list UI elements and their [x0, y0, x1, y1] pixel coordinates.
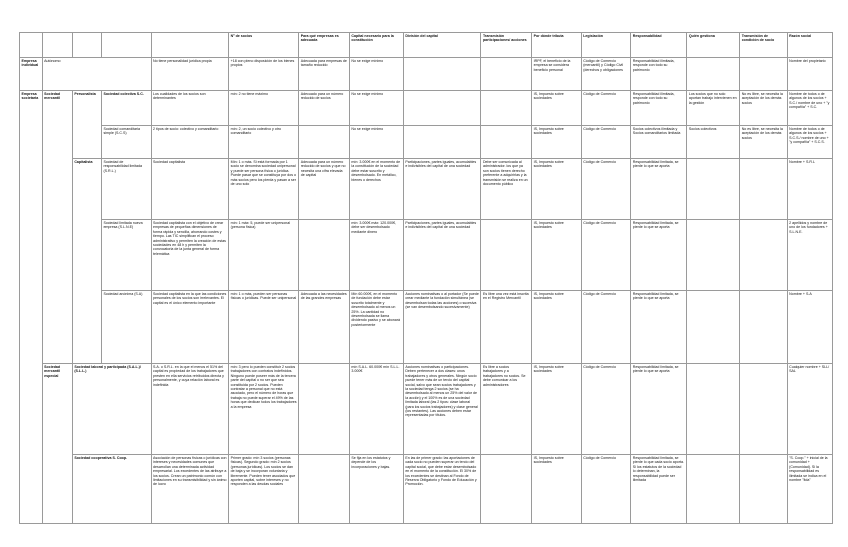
- cell-socios: mín: 3 pero lo pueden constituir 2 socios trabajadores con contratos indefinidos. Ninguno puede poseer más de la tercera parte del capital o no ser que sea constituida por 2 socios. Pueden contratar a personal que no está asociado, pero el número de horas que trabaja no puede superar el 49% de las horas que dedican todos los trabajadores a la empresa: [229, 364, 299, 455]
- table-row: [20, 91, 833, 126]
- cell-tributa: IS, Impuesto sobre sociedades: [532, 159, 582, 220]
- cell-legislacion: Código de Comercio: [581, 159, 631, 220]
- cell-capital: mín: 3.000€ en el momento de la constitución de la sociedad debe estar suscrito y desembolsado. En metálico, bienes o derechos: [349, 159, 403, 220]
- cell-capital: mín: 3.000€ máx: 120.000€, debe ser desembolsado mediante dinero: [349, 220, 403, 291]
- table-row: [20, 364, 833, 455]
- row-name: Sociedad de responsabilidad limitada (S.R.L.): [101, 159, 151, 220]
- table-row: [20, 58, 833, 91]
- cell-responsabilidad: Responsabilidad limitada, se pierde lo que se aporta: [631, 364, 687, 455]
- cell-transmision: [481, 220, 532, 291]
- cell-description: Los cualidades de los socios son determinantes: [151, 91, 229, 126]
- group-empresa-individual: Empresa individual: [20, 58, 43, 91]
- cell-para-que: [299, 455, 350, 524]
- cell-capital: Mín 60.000€, en el momento de fundación debe estar suscrito totalmente y desembolsado al menos un 25%. La cantidad no desembolsada se llama dividendo pasivo y se abonará posteriormente: [349, 291, 403, 364]
- cell-gestiona: [687, 291, 740, 364]
- cell-socios: +18 con pleno disposición de los bienes propios: [229, 58, 299, 91]
- cell-tributa: IRPF, el beneficio de la empresa se considera beneficio personal: [532, 58, 582, 91]
- cell-tributa: IS, Impuesto sobre sociedades: [532, 291, 582, 364]
- header-quien-gestiona: Quién gestiona: [687, 33, 740, 58]
- cell-condicion: No es libre, se necesita la aceptación de los demás socios: [740, 91, 787, 126]
- cell-condicion: [740, 220, 787, 291]
- header-n-socios: Nº de socios: [229, 33, 299, 58]
- cell-transmision: [481, 126, 532, 159]
- cell-razon-social: Nombre de todos o de algunos de los socios + S.C./ nombre de uno + "y compañía" + S.C.: [787, 91, 832, 126]
- cell-gestiona: [687, 58, 740, 91]
- cell-division: En las de primer grado: las aportaciones de cada socio no pueden superar un tercio del capital social, que debe estar desembolsado en el momento de la constitución. El 30% de los excedentes se destinan al Fondo de Reserva Obligatorio y Fondo de Educación y Promoción.: [403, 455, 481, 524]
- cell-responsabilidad: Responsabilidad ilimitada, responde con todo su patrimonio: [631, 58, 687, 91]
- cell-division: Participaciones, partes iguales, acumulables e indivisibles del capital de una sociedad: [403, 159, 481, 220]
- cell-description: S.A. o S.R.L. en la que el menos el 51% del capital es propiedad de los trabajadores que presten en ella servicios retribuidos directa y personalmente, y cuya relación laboral es indefinida: [151, 364, 229, 455]
- cell-description: 2 tipos de socio: colectivo y comanditario: [151, 126, 229, 159]
- cell-razon-social: Nombre del propietario: [787, 58, 832, 91]
- cell-razon-social: Nombre + S.R.L: [787, 159, 832, 220]
- cell-para-que: [299, 220, 350, 291]
- table-row: [20, 220, 833, 291]
- cell-socios: mín: 2 no tiene máximo: [229, 91, 299, 126]
- table-row: [20, 159, 833, 220]
- cell-gestiona: [687, 159, 740, 220]
- row-name: Sociedad laboral y participada (S.A.L.)/ (S.L.L.): [72, 364, 151, 455]
- cell-legislacion: Código de Comercio: [581, 364, 631, 455]
- cell-transmision: [481, 58, 532, 91]
- cell-razon-social: "S. Coop." + inicial de la comunidad + (Comunidad). Si la responsabilidad es ilimitada se indica en el nombre "ltda": [787, 455, 832, 524]
- cell-responsabilidad: Responsabilidad limitada, se pierde lo que se aporta: [631, 159, 687, 220]
- cell-para-que: Adecuada para un número reducido de socios y que no necesita una cifra elevada de capital: [299, 159, 350, 220]
- table-row: [20, 126, 833, 159]
- cell-responsabilidad: Responsabilidad limitada, se pierde lo que se aporta: [631, 220, 687, 291]
- table-row: [20, 455, 833, 524]
- cell-condicion: [740, 364, 787, 455]
- cell-description: Sociedad capitalista con el objetivo de crear empresas de pequeñas dimensiones de forma rápida y sencilla, ahorrando costes y tiempo. Las TIC simplifican el proceso administrativo y permiten la creación de estas sociedades en 48 h y permiten la convocatoria de la junta general de forma telemática: [151, 220, 229, 291]
- cell-socios: mín: 1 o más, pueden ser personas físicas o jurídicas. Puede ser unipersonal: [229, 291, 299, 364]
- cell-gestiona: Los socios que no solo aportan trabajo intervienen en la gestión: [687, 91, 740, 126]
- cell-division: [403, 58, 481, 91]
- cell-socios: Mín: 1 o más. Si está formada por 1 socio se denomina sociedad unipersonal y puede ser persona física o jurídica. Puede pasar que se constituya por dos o más socios pero los pierda y pasan a ser de uno solo: [229, 159, 299, 220]
- group-empresa-societaria: Empresa societaria: [20, 91, 43, 524]
- cell-condicion: [740, 291, 787, 364]
- cell-tributa: IS, Impuesto sobre sociedades: [532, 126, 582, 159]
- cell-tributa: IS, Impuesto sobre sociedades: [532, 364, 582, 455]
- row-name: Autónomo: [42, 58, 151, 91]
- header-legislacion: Legislación: [581, 33, 631, 58]
- header-por-donde-tributa: Por dónde tributa: [532, 33, 582, 58]
- cell-capital: No se exige mínimo: [349, 58, 403, 91]
- cell-division: [403, 91, 481, 126]
- cell-responsabilidad: Responsabilidad ilimitada, responde con todo su patrimonio: [631, 91, 687, 126]
- row-name: Sociedad anónima (S.A): [101, 291, 151, 364]
- group-capitalista: Capitalista: [72, 159, 101, 364]
- cell-razon-social: 2 apellidos y nombre de uno de los fundadores + S.L.N.E.: [787, 220, 832, 291]
- cell-socios: mín: 1 máx: 5, puede ser unipersonal (persona física): [229, 220, 299, 291]
- cell-division: Participaciones, partes iguales, acumulables e indivisibles del capital de una sociedad: [403, 220, 481, 291]
- group-sociedad-mercantil-especial: Sociedad mercantil especial: [42, 364, 72, 524]
- cell-condicion: [740, 159, 787, 220]
- cell-tributa: IS, Impuesto sobre sociedades: [532, 455, 582, 524]
- header-capital-necesario: Capital necesario para la constitución: [349, 33, 403, 58]
- row-name: Sociedad comanditaria simple (S.C.S): [101, 126, 151, 159]
- header-transmision: Transmisión participaciones/ acciones: [481, 33, 532, 58]
- cell-condicion: [740, 455, 787, 524]
- cell-transmision: Debe ser comunicada al administrador. los que ya son socios tienen derecho preferente a adquirirlas y la transmisión se realiza en un documento público: [481, 159, 532, 220]
- cell-condicion: [740, 58, 787, 91]
- header-division-capital: División del capital: [403, 33, 481, 58]
- header-responsabilidad: Responsabilidad: [631, 33, 687, 58]
- cell-razon-social: Nombre + S.A: [787, 291, 832, 364]
- cell-responsabilidad: Responsabilidad limitada, se pierde lo que se aporta: [631, 291, 687, 364]
- header-row: [20, 33, 833, 58]
- cell-transmision: [481, 91, 532, 126]
- cell-capital: No se exige mínimo: [349, 126, 403, 159]
- cell-condicion: No es libre, se necesita la aceptación de los demás socios: [740, 126, 787, 159]
- cell-transmision: Es libre a socios trabajadores y a trabajadores no socios. Se debe comunicar a los administradores: [481, 364, 532, 455]
- cell-gestiona: Socios colectivos: [687, 126, 740, 159]
- cell-socios: Primer grado: mín 3 socios (personas físicas). Segundo grado: mín 2 socios (personas jurídicas). Los socios se dan de baja y se incorporan voluntaria y libremente. Pueden tener asociados que aporten capital, sobre intereses y no responden a las deudas sociales: [229, 455, 299, 524]
- cell-razon-social: Cualquier nombre + SLL/ SAL: [787, 364, 832, 455]
- cell-socios: mín: 2, un socio colectivo y otro comanditario: [229, 126, 299, 159]
- cell-legislacion: Código de Comercio: [581, 220, 631, 291]
- cell-responsabilidad: Socios colectivos ilimitada y Socios comanditarios limitada: [631, 126, 687, 159]
- cell-division: Acciones nominativas o al portador (Se puede crear mediante la fundación simultánea (se desembolsan todas las acciones) o sucesiva (se van desembolsando sucesivamente): [403, 291, 481, 364]
- cell-para-que: Adecuado para un número reducido de socios: [299, 91, 350, 126]
- group-personalista: Personalista: [72, 91, 101, 159]
- row-name: Sociedad cooperativa S. Coop.: [72, 455, 151, 524]
- comparison-table: [19, 32, 833, 524]
- cell-para-que: Adecuada para empresas de tamaño reducido: [299, 58, 350, 91]
- cell-tributa: IS, Impuesto sobre sociedades: [532, 220, 582, 291]
- cell-legislacion: Código de Comercio: [581, 291, 631, 364]
- cell-legislacion: Código de Comercio: [581, 91, 631, 126]
- cell-description: Sociedad capitalista en la que las condiciones personales de los socios son irrelevantes. El capital es el único elemento importante: [151, 291, 229, 364]
- cell-capital: mín S.A.L. 60.000€ mín S.L.L. 3.000€: [349, 364, 403, 455]
- cell-capital: No se exige mínimo: [349, 91, 403, 126]
- cell-legislacion: Código de Comercio (mercantil) y Código Civil (derechos y obligaciones: [581, 58, 631, 91]
- cell-division: Acciones nominativas o participaciones. Deben pertenecer a dos clases: unos trabajadores y otros generales. Ningún socio puede tener más de un tercio del capital social, salvo que sean socios trabajadores y la sociedad tenga 2 socios (se ha desembolsado al menos un 25% del valor de la acción) y el 100% es de una sociedad limitada laboral (las 2 tipos: clase laboral (para los socios trabajadores) y clase general (los restantes). Las acciones deben estar representadas por títulos.: [403, 364, 481, 455]
- cell-gestiona: [687, 220, 740, 291]
- cell-description: No tiene personalidad jurídica propia: [151, 58, 229, 91]
- cell-legislacion: Código de Comercio: [581, 455, 631, 524]
- table-row: [20, 291, 833, 364]
- cell-tributa: IS, Impuesto sobre sociedades: [532, 91, 582, 126]
- cell-gestiona: [687, 455, 740, 524]
- cell-responsabilidad: Responsabilidad limitada, se pierde lo que cada socio aporta. Si los estatutos de la sociedad lo determinan, la responsabilidad puede ser ilimitada: [631, 455, 687, 524]
- cell-para-que: Adecuada a las necesidades de las grandes empresas: [299, 291, 350, 364]
- cell-description: Sociedad capitalista: [151, 159, 229, 220]
- row-name: Sociedad limitada nueva empresa (S.L.N.E): [101, 220, 151, 291]
- cell-division: [403, 126, 481, 159]
- cell-para-que: [299, 126, 350, 159]
- group-sociedad-mercantil: Sociedad mercantil: [42, 91, 72, 364]
- cell-gestiona: [687, 364, 740, 455]
- cell-description: Asociación de personas físicas o jurídicas con intereses y necesidades comunes que desarrollan una determinada actividad empresarial. Los excedentes de las atribuye a los socios. Crean un patrimonio común con limitaciones en su transmisibilidad y sin ánimo de lucro: [151, 455, 229, 524]
- cell-transmision: Es libre una vez está inscrita en el Registro Mercantil: [481, 291, 532, 364]
- row-name: Sociedad colectiva S.C.: [101, 91, 151, 126]
- cell-legislacion: Código de Comercio: [581, 126, 631, 159]
- cell-para-que: [299, 364, 350, 455]
- header-transmision-condicion: Transmisión de condición de socio: [740, 33, 787, 58]
- cell-transmision: [481, 455, 532, 524]
- header-para-que: Para qué empresas es adecuada: [299, 33, 350, 58]
- cell-capital: Se fija en los estatutos y depende de los incorporaciones y bajas.: [349, 455, 403, 524]
- header-razon-social: Razón social: [787, 33, 832, 58]
- cell-razon-social: Nombre de todos o de algunos de los socios + S.C.S./ nombre de uno + "y compañía" + S.C.S.: [787, 126, 832, 159]
